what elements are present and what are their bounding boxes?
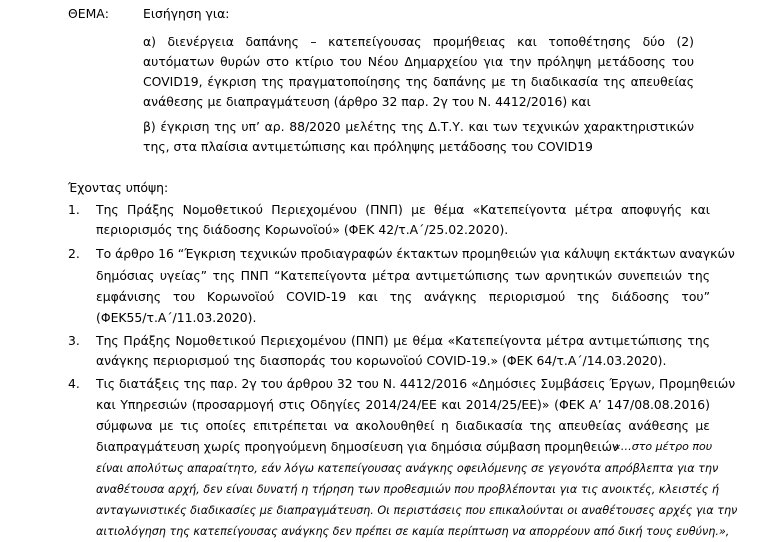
item-number: 1. (68, 202, 80, 217)
item-number: 2. (68, 246, 80, 261)
item-2-line: Το άρθρο 16 “Έγκριση τεχνικών προδιαγραφών έκτακτων προμηθειών για κάλυψη εκτάκτων αναγκών (96, 246, 735, 261)
item-3-line: Της Πράξης Νομοθετικού Περιεχομένου (ΠΝΠ) με θέμα «Κατεπείγοντα μέτρα αντιμετώπισης της (96, 333, 710, 348)
item-3-line: ανάγκης περιορισμού της διασποράς του κορωνοϊού COVID-19.» (ΦΕΚ 64/τ.Α΄/14.03.2020). (96, 353, 667, 368)
item-4-quote-line: αναθέτουσα αρχή, δεν είναι δυνατή η τήρηση των προθεσμιών που προβλέπονται για τις ανοικτές, κλειστές ή (96, 483, 719, 496)
item-4-quote-line: ανταγωνιστικές διαδικασίες με διαπραγμάτευση. Οι περιστάσεις που επικαλούνται οι αναθέτουσες αρχές για την (96, 504, 738, 517)
subject-a-line: ανάθεσης με διαπραγμάτευση (άρθρο 32 παρ. 2γ του Ν. 4412/2016) και (143, 94, 591, 109)
considering-heading: Έχοντας υπόψη: (68, 180, 169, 195)
subject-label: ΘΕΜΑ: (68, 6, 109, 21)
item-2-line: εμφάνισης του Κορωνοϊού COVID-19 και της ανάγκης περιορισμού της διάδοσης του” (96, 289, 710, 304)
item-4-line: Τις διατάξεις της παρ. 2γ του άρθρου 32 του Ν. 4412/2016 «Δημόσιες Συμβάσεις Έργων, Προμηθειών (96, 376, 736, 391)
item-2-line: δημόσιας υγείας” της ΠΝΠ “Κατεπείγοντα μέτρα αντιμετώπισης των αρνητικών συνεπειών της (96, 268, 710, 283)
item-4-quote-line: είναι απολύτως απαραίτητο, εάν λόγω κατεπείγουσας ανάγκης οφειλόμενης σε γεγονότα απρόβλεπτα για την (96, 462, 719, 475)
item-4-quote-line: αιτιολόγηση της κατεπείγουσας ανάγκης δεν πρέπει σε καμία περίπτωση να απορρέουν από δική τους ευθύνη.», (96, 525, 730, 538)
item-4-line: σύμφωνα με τις οποίες επιτρέπεται να ακολουθηθεί η διαδικασία της απευθείας ανάθεσης με (96, 418, 710, 433)
item-4-line: διαπραγμάτευση χωρίς προηγούμενη δημοσίευση για δημόσια σύμβαση προμηθειών (96, 439, 619, 454)
subject-a-line: αυτόματων θυρών στο κτίριο του Νέου Δημαρχείου για την πρόληψη μετάδοσης του (143, 54, 694, 69)
item-1-line: Της Πράξης Νομοθετικού Περιεχομένου (ΠΝΠ) με θέμα «Κατεπείγοντα μέτρα αποφυγής και (96, 202, 710, 217)
subject-b-line: β) έγκριση της υπ’ αρ. 88/2020 μελέτης της Δ.Τ.Υ. και των τεχνικών χαρακτηριστικών (143, 119, 694, 134)
item-2-line: (ΦΕΚ55/τ.Α΄/11.03.2020). (96, 310, 257, 325)
subject-a-line: COVID19, έγκριση της πραγματοποίησης της δαπάνης με τη διαδικασία της απευθείας (143, 74, 694, 89)
item-1-line: περιορισμός της διάδοσης Κορωνοϊού» (ΦΕΚ 42/τ.Α΄/25.02.2020). (96, 222, 509, 237)
item-number: 4. (68, 376, 80, 391)
subject-b-line: της, στα πλαίσια αντιμετώπισης και πρόληψης μετάδοσης του COVID19 (143, 139, 593, 154)
item-4-quote-start: «…στο μέτρο που (614, 440, 713, 453)
subject-a-line: α) διενέργεια δαπάνης – κατεπείγουσας προμήθειας και τοποθέτησης δύο (2) (143, 34, 694, 49)
item-number: 3. (68, 333, 80, 348)
item-4-line: και Υπηρεσιών (προσαρμογή στις Οδηγίες 2014/24/ΕΕ και 2014/25/ΕΕ)» (ΦΕΚ Α’ 147/08.08.2016) (96, 397, 710, 412)
subject-intro: Εισήγηση για: (143, 6, 230, 21)
